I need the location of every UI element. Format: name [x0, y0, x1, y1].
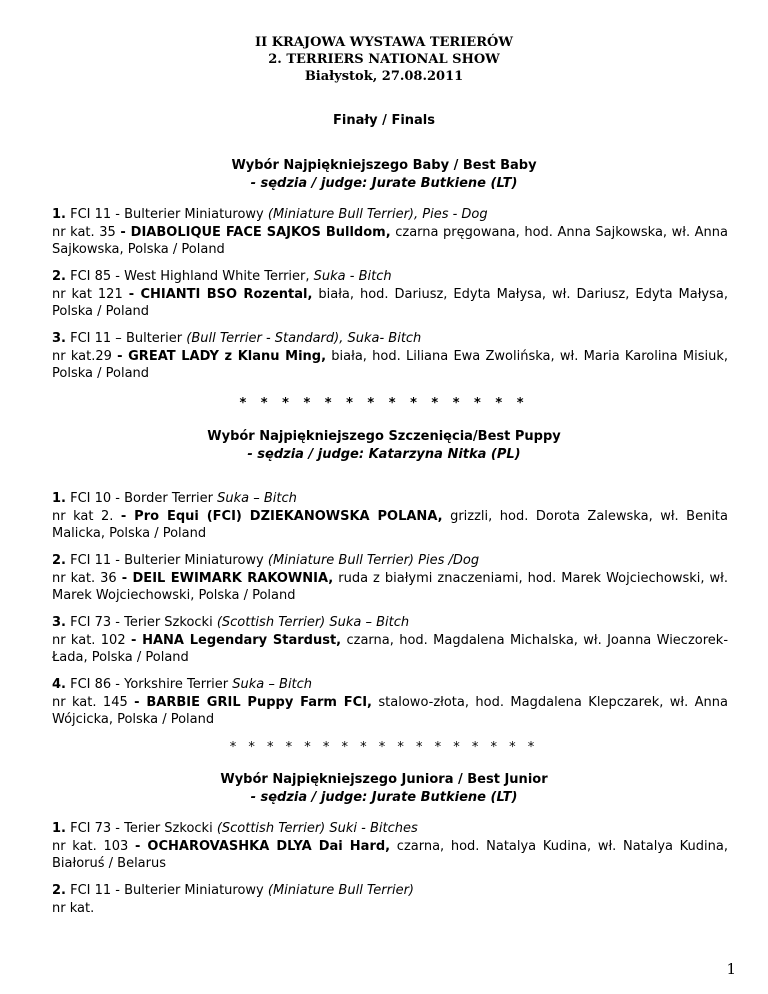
- entry-baby-1: [52, 206, 728, 259]
- entry-details: czarna, hod. Natalya Kudina, wł. Natalya Kudina, Białoruś / Belarus: [52, 838, 728, 871]
- entry-puppy-2: [52, 552, 728, 605]
- entry-catalog-number: nr kat 121: [52, 286, 129, 302]
- separator-stars: * * * * * * * * * * * * * *: [239, 396, 529, 411]
- section-title-best-puppy: Wybór Najpiękniejszego Szczenięcia/Best Puppy: [207, 429, 561, 444]
- entry-number: 3.: [52, 331, 66, 346]
- entry-breed-english: Suka – Bitch: [232, 677, 313, 692]
- entry-breed-english: (Scottish Terrier) Suki - Bitches: [216, 821, 418, 836]
- entry-details: biała, hod. Liliana Ewa Zwolińska, wł. Maria Karolina Misiuk, Polska / Poland: [52, 348, 728, 381]
- entry-details: biała, hod. Dariusz, Edyta Małysa, wł. Dariusz, Edyta Małysa, Polska / Poland: [52, 286, 728, 319]
- entry-catalog-number: nr kat. 36: [52, 570, 122, 586]
- entry-puppy-3: [52, 614, 728, 667]
- entry-dog-name: - Pro Equi (FCI) DZIEKANOWSKA POLANA,: [120, 508, 443, 524]
- entry-breed: FCI 11 - Bulterier Miniaturowy: [65, 553, 268, 568]
- entry-details: czarna, hod. Magdalena Michalska, wł. Joanna Wieczorek- Łada, Polska / Poland: [52, 632, 729, 665]
- judge-best-junior: - sędzia / judge: Jurate Butkiene (LT): [250, 790, 518, 805]
- entry-catalog-number: nr kat. 102: [52, 632, 131, 648]
- entry-dog-name: - GREAT LADY z Klanu Ming,: [117, 348, 327, 364]
- section-title-best-junior: Wybór Najpiękniejszego Juniora / Best Junior: [220, 772, 548, 787]
- entry-number: 1.: [52, 491, 66, 506]
- entry-dog-name: - OCHAROVASHKA DLYA Dai Hard,: [134, 838, 391, 854]
- separator-stars: * * * * * * * * * * * * * * * * *: [229, 740, 539, 755]
- entry-catalog-number: nr kat.29: [52, 348, 118, 364]
- entry-dog-name: - CHIANTI BSO Rozental,: [128, 286, 313, 302]
- entry-breed-english: (Miniature Bull Terrier) Pies /Dog: [267, 553, 480, 568]
- entry-breed: FCI 11 - Bulterier Miniaturowy: [65, 207, 268, 222]
- entry-details: grizzli, hod. Dorota Zalewska, wł. Benita Malicka, Polska / Poland: [52, 508, 728, 541]
- entry-number: 2.: [52, 553, 66, 568]
- entry-breed: FCI 73 - Terier Szkocki: [65, 821, 217, 836]
- entry-dog-name: - DEIL EWIMARK RAKOWNIA,: [121, 570, 334, 586]
- entry-dog-name: - BARBIE GRIL Puppy Farm FCI,: [134, 694, 372, 710]
- entry-catalog-number: nr kat 2.: [52, 508, 121, 524]
- entry-dog-name: - HANA Legendary Stardust,: [130, 632, 342, 648]
- entry-catalog-number: nr kat.: [52, 900, 95, 916]
- entry-catalog-number: nr kat. 145: [52, 694, 135, 710]
- entry-number: 2.: [52, 269, 66, 284]
- page-number: 1: [726, 960, 736, 978]
- section-title-best-baby: Wybór Najpiękniejszego Baby / Best Baby: [231, 158, 537, 173]
- entry-number: 2.: [52, 883, 66, 898]
- show-title-english: 2. TERRIERS NATIONAL SHOW: [268, 52, 500, 67]
- judge-best-puppy: - sędzia / judge: Katarzyna Nitka (PL): [247, 447, 521, 462]
- entry-details: stalowo-złota, hod. Magdalena Klepczarek, wł. Anna Wójcicka, Polska / Poland: [52, 694, 728, 727]
- entry-breed-english: Suka - Bitch: [313, 269, 392, 284]
- entry-breed-english: (Scottish Terrier) Suka – Bitch: [216, 615, 410, 630]
- entry-breed: FCI 73 - Terier Szkocki: [65, 615, 217, 630]
- entry-number: 1.: [52, 821, 66, 836]
- show-location-date: Białystok, 27.08.2011: [304, 69, 464, 84]
- entry-breed: FCI 86 - Yorkshire Terrier: [65, 677, 233, 692]
- entry-breed: FCI 10 - Border Terrier: [65, 491, 218, 506]
- entry-breed-english: (Miniature Bull Terrier): [267, 883, 414, 898]
- entry-breed: FCI 11 – Bulterier: [65, 331, 187, 346]
- entry-breed-english: (Bull Terrier - Standard), Suka- Bitch: [186, 331, 422, 346]
- entry-details: czarna pręgowana, hod. Anna Sajkowska, wł. Anna Sajkowska, Polska / Poland: [52, 224, 728, 257]
- entry-dog-name: - DIABOLIQUE FACE SAJKOS Bulldom,: [120, 224, 391, 240]
- entry-puppy-4: [52, 676, 728, 729]
- show-title: II KRAJOWA WYSTAWA TERIERÓW: [255, 35, 513, 50]
- entry-breed: FCI 85 - West Highland White Terrier,: [65, 269, 314, 284]
- entry-catalog-number: nr kat. 103: [52, 838, 135, 854]
- entry-breed-english: Suka – Bitch: [217, 491, 297, 506]
- entry-breed-english: (Miniature Bull Terrier), Pies - Dog: [267, 207, 488, 222]
- entry-number: 4.: [52, 677, 66, 692]
- finals-title: Finały / Finals: [332, 113, 436, 128]
- entry-baby-3: [52, 330, 728, 383]
- entry-details: ruda z białymi znaczeniami, hod. Marek Wojciechowski, wł. Marek Wojciechowski, Polska / Poland: [52, 570, 728, 603]
- entry-breed: FCI 11 - Bulterier Miniaturowy: [65, 883, 268, 898]
- entry-junior-1: [52, 820, 728, 873]
- judge-best-baby: - sędzia / judge: Jurate Butkiene (LT): [250, 176, 518, 191]
- entry-junior-2: [52, 882, 728, 917]
- entry-puppy-1: [52, 490, 728, 543]
- entry-catalog-number: nr kat. 35: [52, 224, 121, 240]
- entry-number: 3.: [52, 615, 66, 630]
- entry-number: 1.: [52, 207, 66, 222]
- entry-baby-2: [52, 268, 728, 321]
